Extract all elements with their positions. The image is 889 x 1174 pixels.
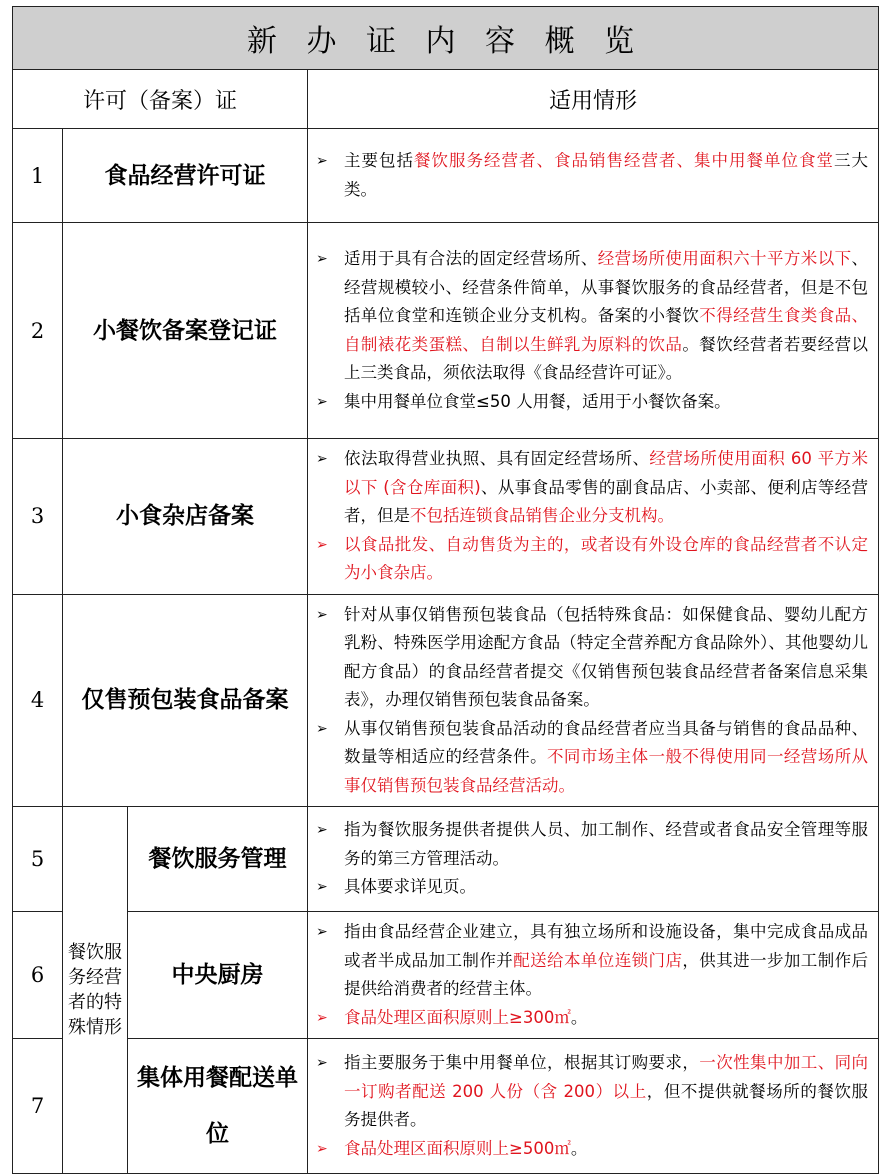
group-label: 餐饮服务经营者的特殊情形 bbox=[63, 807, 128, 1174]
table-title: 新 办 证 内 容 概 览 bbox=[13, 7, 879, 70]
bullet-item bbox=[316, 388, 868, 417]
bullet-text: ，但不提供就餐场所的餐饮服务提供者。 bbox=[344, 1081, 869, 1129]
highlight-text: 配送给本单位连锁门店 bbox=[513, 950, 683, 970]
license-overview-table bbox=[12, 6, 879, 1174]
highlight-text: 餐饮服务经营者、食品销售经营者、集中用餐单位食堂 bbox=[414, 151, 835, 170]
row-description bbox=[308, 807, 879, 912]
row-description bbox=[308, 912, 879, 1039]
header-scope: 适用情形 bbox=[308, 70, 879, 129]
license-name: 小食杂店备案 bbox=[63, 439, 308, 595]
row-description bbox=[308, 594, 879, 807]
table-row-6 bbox=[13, 912, 879, 1039]
highlight-text: 一次性集中加工、同向一订购者配送 200 人份（含 200）以上 bbox=[344, 1053, 869, 1101]
highlight-text: 不同市场主体一般不得使用同一经营场所从事仅销售预包装食品经营活动。 bbox=[344, 747, 869, 795]
bullet-text: 、从事食品零售的副食品店、小卖部、便利店等经营者，但是 bbox=[344, 477, 869, 525]
license-name: 小餐饮备案登记证 bbox=[63, 223, 308, 439]
bullet-text: 指为餐饮服务提供者提供人员、加工制作、经营或者食品安全管理等服务的第三方管理活动。 bbox=[344, 820, 869, 868]
bullet-item bbox=[316, 816, 868, 873]
row-number: 3 bbox=[13, 439, 63, 595]
highlight-text: 不包括连锁食品销售企业分支机构。 bbox=[410, 506, 674, 525]
bullet-item bbox=[316, 531, 868, 588]
bullet-text: 从事仅销售预包装食品活动的食品经营者应当具备与销售的食品品种、数量等相适应的经营条件。 bbox=[344, 718, 869, 766]
bullet-text: 。餐饮经营者若要经营以上三类食品，须依法取得《食品经营许可证》。 bbox=[344, 334, 869, 382]
table-row-5 bbox=[13, 807, 879, 912]
row-number: 6 bbox=[13, 912, 63, 1039]
row-number: 1 bbox=[13, 129, 63, 223]
bullet-item bbox=[316, 1049, 868, 1135]
table-row-4 bbox=[13, 594, 879, 807]
bullet-text: 指主要服务于集中用餐单位，根据其订购要求， bbox=[344, 1053, 700, 1072]
license-name: 仅售预包装食品备案 bbox=[63, 594, 308, 807]
bullet-text: ，供其进一步加工制作后提供给消费者的经营主体。 bbox=[344, 950, 869, 998]
bullet-item bbox=[316, 445, 868, 531]
row-number: 4 bbox=[13, 594, 63, 807]
bullet-item bbox=[316, 918, 868, 1004]
row-description bbox=[308, 1039, 879, 1174]
bullet-text: 具体要求详见页。 bbox=[344, 877, 476, 897]
bullet-item bbox=[316, 873, 868, 902]
row-description bbox=[308, 129, 879, 223]
bullet-text: 依法取得营业执照、具有固定经营场所、 bbox=[344, 449, 650, 468]
license-name: 中央厨房 bbox=[128, 912, 308, 1039]
highlight-text: 以食品批发、自动售货为主的，或者设有外设仓库的食品经营者不认定为小食杂店。 bbox=[344, 534, 869, 582]
row-description bbox=[308, 439, 879, 595]
license-name: 食品经营许可证 bbox=[63, 129, 308, 223]
highlight-text: 食品处理区面积原则上≥300㎡ bbox=[344, 1007, 571, 1027]
row-number: 7 bbox=[13, 1039, 63, 1174]
license-name: 集体用餐配送单位 bbox=[128, 1039, 308, 1174]
bullet-item bbox=[316, 1004, 868, 1033]
bullet-text: 三大类。 bbox=[344, 151, 869, 199]
bullet-text: 。 bbox=[570, 1138, 588, 1158]
table-row-1 bbox=[13, 129, 879, 223]
row-number: 2 bbox=[13, 223, 63, 439]
bullet-item bbox=[316, 601, 868, 715]
license-name: 餐饮服务管理 bbox=[128, 807, 308, 912]
bullet-text: 。 bbox=[570, 1007, 588, 1027]
highlight-text: 食品处理区面积原则上≥500㎡ bbox=[344, 1138, 571, 1158]
bullet-item bbox=[316, 715, 868, 801]
row-description bbox=[308, 223, 879, 439]
table-row-3 bbox=[13, 439, 879, 595]
row-number: 5 bbox=[13, 807, 63, 912]
bullet-text: 主要包括 bbox=[344, 151, 415, 170]
table-row-7 bbox=[13, 1039, 879, 1174]
bullet-item bbox=[316, 147, 868, 204]
bullet-text: 针对从事仅销售预包装食品（包括特殊食品：如保健食品、婴幼儿配方乳粉、特殊医学用途配方食品（特定全营养配方食品除外）、其他婴幼儿配方食品）的食品经营者提交《仅销售预包装食品经营者备案信息采集表》，办理仅销售预包装食品备案。 bbox=[344, 604, 869, 709]
bullet-item bbox=[316, 245, 868, 388]
highlight-text: 经营场所使用面积 60 平方米以下 (含仓库面积) bbox=[344, 449, 869, 497]
bullet-text: 、经营规模较小、经营条件简单，从事餐饮服务的食品经营者，但是不包括单位食堂和连锁企业分支机构。备案的小餐饮 bbox=[344, 249, 869, 325]
bullet-text: 指由食品经营企业建立，具有独立场所和设施设备，集中完成食品成品或者半成品加工制作并 bbox=[344, 922, 869, 970]
header-license: 许可（备案）证 bbox=[13, 70, 308, 129]
bullet-text: 集中用餐单位食堂≤50 人用餐，适用于小餐饮备案。 bbox=[344, 391, 731, 411]
table-row-2 bbox=[13, 223, 879, 439]
bullet-text: 适用于具有合法的固定经营场所、 bbox=[344, 249, 598, 268]
bullet-item bbox=[316, 1135, 868, 1164]
highlight-text: 经营场所使用面积六十平方米以下 bbox=[597, 249, 852, 268]
highlight-text: 不得经营生食类食品、自制裱花类蛋糕、自制以生鲜乳为原料的饮品 bbox=[344, 306, 869, 354]
